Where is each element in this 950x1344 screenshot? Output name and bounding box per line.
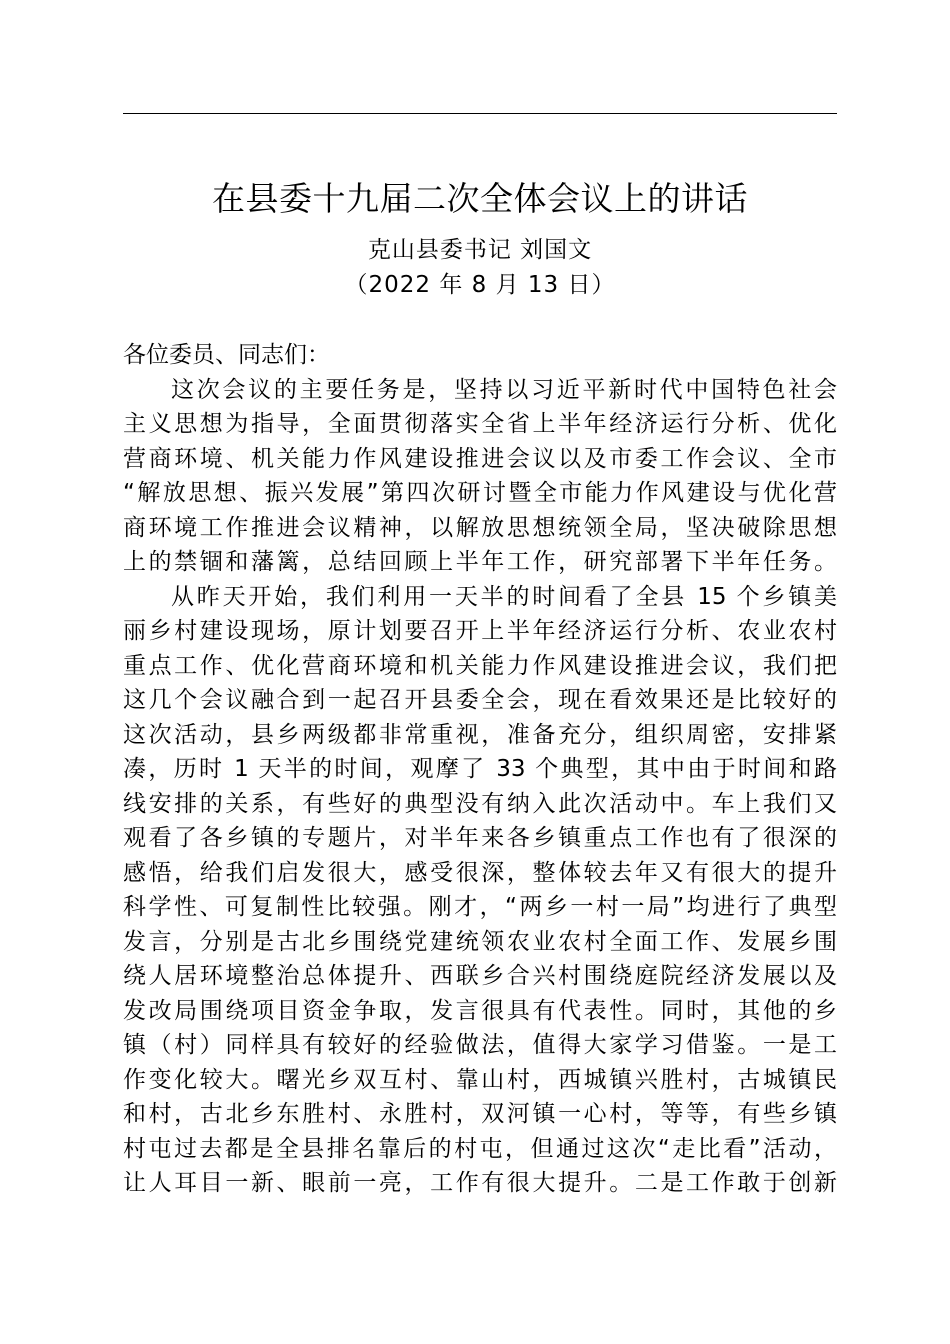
speech-title: 在县委十九届二次全体会议上的讲话 — [212, 179, 748, 218]
paragraph-line: 和村，古北乡东胜村、永胜村，双河镇一心村，等等，有些乡镇 — [123, 1101, 837, 1127]
paragraph-line: 感悟，给我们启发很大，感受很深，整体较去年又有很大的提升 — [123, 859, 837, 886]
speaker-byline: 克山县委书记 刘国文 — [367, 237, 593, 263]
paragraph-line: 主义思想为指导，全面贯彻落实全省上半年经济运行分析、优化 — [123, 411, 837, 437]
paragraph-line: 发言，分别是古北乡围绕党建统领农业农村全面工作、发展乡围 — [123, 928, 837, 955]
paragraph-line: 重点工作、优化营商环境和机关能力作风建设推进会议，我们把 — [123, 652, 837, 679]
paragraph-line: 营商环境、机关能力作风建设推进会议以及市委工作会议、全市 — [123, 445, 837, 472]
paragraph-1 — [123, 373, 837, 580]
paragraph-line: “解放思想、振兴发展”第四次研讨暨全市能力作风建设与优化营 — [123, 480, 837, 506]
paragraph-line: 丽乡村建设现场，原计划要召开上半年经济运行分析、农业农村 — [123, 618, 837, 644]
paragraph-line: 这次会议的主要任务是，坚持以习近平新时代中国特色社会 — [171, 376, 837, 403]
paragraph-line: 这次活动，县乡两级都非常重视，准备充分，组织周密，安排紧 — [123, 721, 837, 748]
speech-date: （2022 年 8 月 13 日） — [344, 272, 616, 298]
paragraph-line: 上的禁锢和藩篱，总结回顾上半年工作，研究部署下半年任务。 — [123, 549, 837, 575]
paragraph-line: 线安排的关系，有些好的典型没有纳入此次活动中。车上我们又 — [123, 790, 837, 817]
paragraph-line: 凑，历时 1 天半的时间，观摩了 33 个典型，其中由于时间和路 — [123, 756, 837, 782]
paragraph-line: 这几个会议融合到一起召开县委全会，现在看效果还是比较好的 — [123, 687, 837, 713]
paragraph-line: 镇（村）同样具有较好的经验做法，值得大家学习借鉴。一是工 — [123, 1032, 837, 1058]
paragraph-line: 商环境工作推进会议精神，以解放思想统领全局，坚决破除思想 — [123, 514, 837, 541]
paragraph-line: 科学性、可复制性比较强。刚才，“两乡一村一局”均进行了典型 — [123, 894, 837, 920]
paragraph-line: 作变化较大。曙光乡双互村、靠山村，西城镇兴胜村，古城镇民 — [123, 1066, 837, 1093]
paragraph-line: 观看了各乡镇的专题片，对半年来各乡镇重点工作也有了很深的 — [123, 825, 837, 851]
paragraph-line: 村屯过去都是全县排名靠后的村屯，但通过这次“走比看”活动， — [123, 1135, 837, 1162]
paragraph-line: 绕人居环境整治总体提升、西联乡合兴村围绕庭院经济发展以及 — [123, 963, 837, 989]
speech-body — [123, 338, 837, 1201]
paragraph-2 — [123, 580, 837, 1201]
paragraph-line: 让人耳目一新、眼前一亮，工作有很大提升。二是工作敢于创新 — [123, 1170, 837, 1196]
header-rule — [123, 113, 837, 114]
salutation: 各位委员、同志们： — [123, 342, 330, 368]
paragraph-line: 从昨天开始，我们利用一天半的时间看了全县 15 个乡镇美 — [171, 583, 837, 610]
paragraph-line: 发改局围绕项目资金争取，发言很具有代表性。同时，其他的乡 — [123, 997, 837, 1024]
